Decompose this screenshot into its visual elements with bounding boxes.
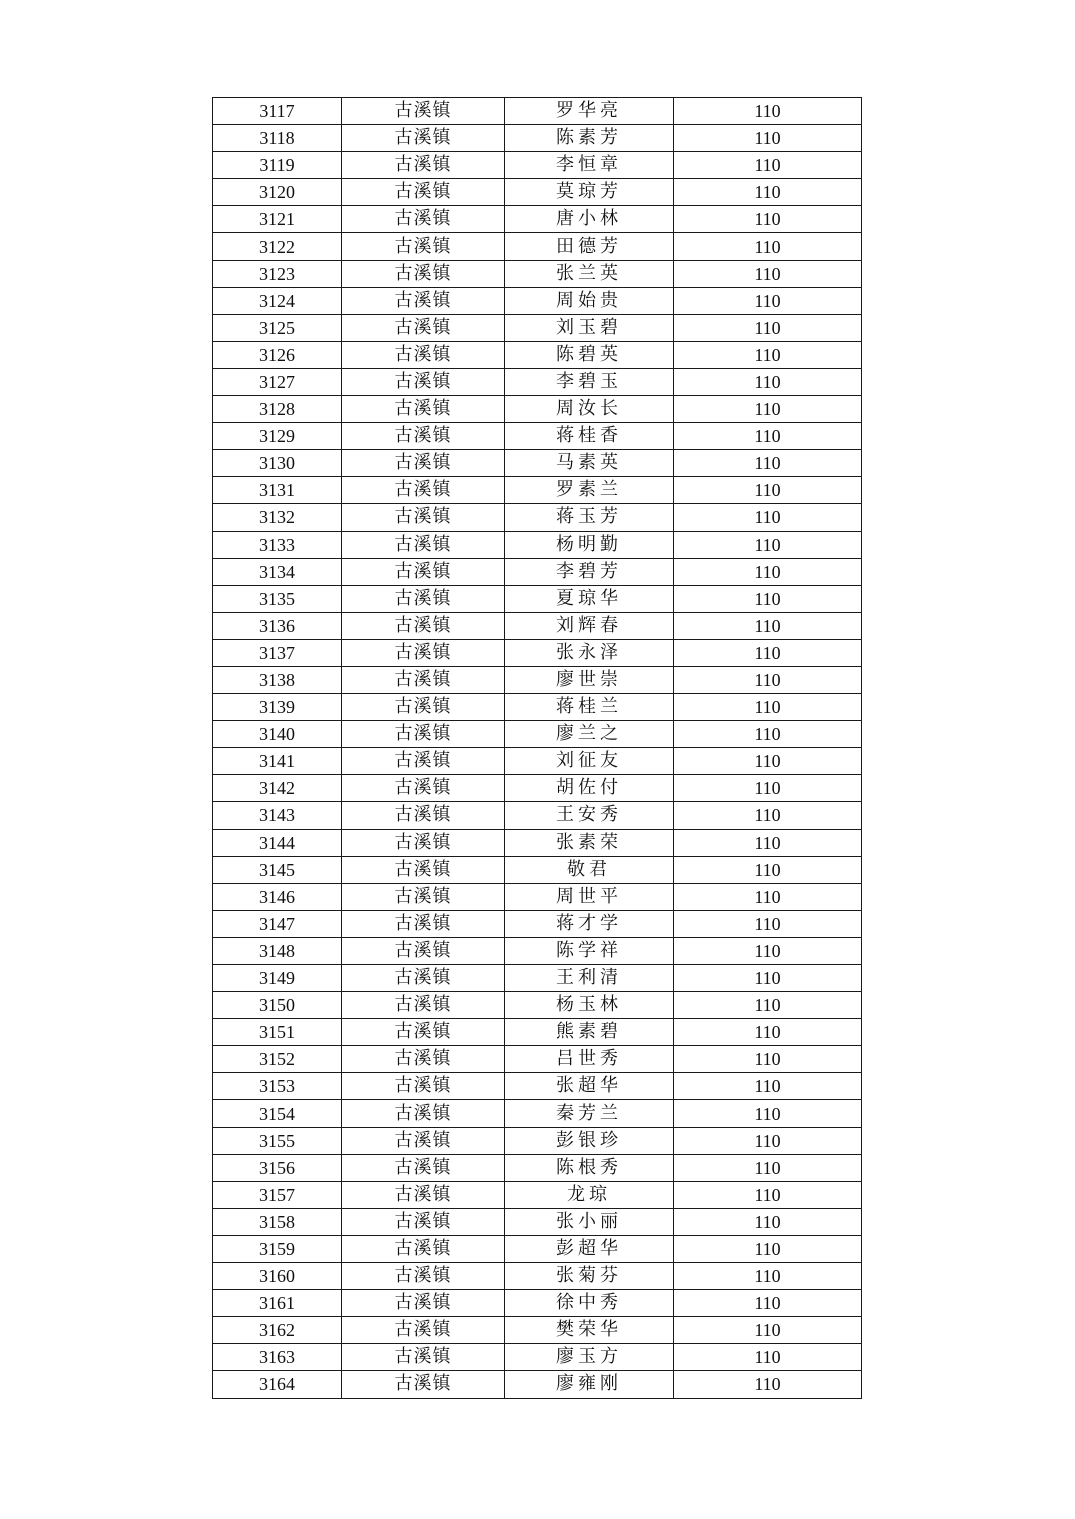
town-cell: 古溪镇 bbox=[342, 1100, 505, 1127]
person-name-cell: 田德芳 bbox=[505, 233, 674, 260]
town-cell: 古溪镇 bbox=[342, 179, 505, 206]
town-cell: 古溪镇 bbox=[342, 802, 505, 829]
amount-cell: 110 bbox=[674, 1263, 862, 1290]
person-name-cell: 廖世崇 bbox=[505, 666, 674, 693]
table-row bbox=[213, 179, 862, 206]
town-cell: 古溪镇 bbox=[342, 233, 505, 260]
table-row bbox=[213, 1073, 862, 1100]
town-cell: 古溪镇 bbox=[342, 314, 505, 341]
town-cell: 古溪镇 bbox=[342, 694, 505, 721]
table-row bbox=[213, 450, 862, 477]
amount-cell: 110 bbox=[674, 260, 862, 287]
person-name-cell: 马素英 bbox=[505, 450, 674, 477]
table-row bbox=[213, 125, 862, 152]
amount-cell: 110 bbox=[674, 585, 862, 612]
row-number-cell: 3129 bbox=[213, 423, 342, 450]
amount-cell: 110 bbox=[674, 1317, 862, 1344]
amount-cell: 110 bbox=[674, 1073, 862, 1100]
row-number-cell: 3159 bbox=[213, 1235, 342, 1262]
table-row bbox=[213, 883, 862, 910]
row-number-cell: 3148 bbox=[213, 937, 342, 964]
row-number-cell: 3155 bbox=[213, 1127, 342, 1154]
row-number-cell: 3120 bbox=[213, 179, 342, 206]
table-row bbox=[213, 260, 862, 287]
town-cell: 古溪镇 bbox=[342, 937, 505, 964]
town-cell: 古溪镇 bbox=[342, 558, 505, 585]
person-name-cell: 刘征友 bbox=[505, 748, 674, 775]
town-cell: 古溪镇 bbox=[342, 910, 505, 937]
table-row bbox=[213, 856, 862, 883]
table-row bbox=[213, 396, 862, 423]
person-name-cell: 蒋桂香 bbox=[505, 423, 674, 450]
row-number-cell: 3149 bbox=[213, 965, 342, 992]
table-row bbox=[213, 314, 862, 341]
amount-cell: 110 bbox=[674, 98, 862, 125]
amount-cell: 110 bbox=[674, 1127, 862, 1154]
town-cell: 古溪镇 bbox=[342, 1208, 505, 1235]
row-number-cell: 3125 bbox=[213, 314, 342, 341]
row-number-cell: 3122 bbox=[213, 233, 342, 260]
amount-cell: 110 bbox=[674, 1019, 862, 1046]
amount-cell: 110 bbox=[674, 477, 862, 504]
row-number-cell: 3119 bbox=[213, 152, 342, 179]
amount-cell: 110 bbox=[674, 558, 862, 585]
row-number-cell: 3135 bbox=[213, 585, 342, 612]
row-number-cell: 3143 bbox=[213, 802, 342, 829]
town-cell: 古溪镇 bbox=[342, 423, 505, 450]
person-name-cell: 徐中秀 bbox=[505, 1290, 674, 1317]
person-name-cell: 刘玉碧 bbox=[505, 314, 674, 341]
row-number-cell: 3158 bbox=[213, 1208, 342, 1235]
row-number-cell: 3147 bbox=[213, 910, 342, 937]
amount-cell: 110 bbox=[674, 314, 862, 341]
table-row bbox=[213, 1344, 862, 1371]
row-number-cell: 3131 bbox=[213, 477, 342, 504]
table-row bbox=[213, 1208, 862, 1235]
table-row bbox=[213, 341, 862, 368]
town-cell: 古溪镇 bbox=[342, 666, 505, 693]
table-row bbox=[213, 1371, 862, 1398]
town-cell: 古溪镇 bbox=[342, 856, 505, 883]
row-number-cell: 3124 bbox=[213, 287, 342, 314]
town-cell: 古溪镇 bbox=[342, 1371, 505, 1398]
person-name-cell: 张超华 bbox=[505, 1073, 674, 1100]
row-number-cell: 3145 bbox=[213, 856, 342, 883]
town-cell: 古溪镇 bbox=[342, 639, 505, 666]
town-cell: 古溪镇 bbox=[342, 287, 505, 314]
table-row bbox=[213, 585, 862, 612]
row-number-cell: 3162 bbox=[213, 1317, 342, 1344]
row-number-cell: 3140 bbox=[213, 721, 342, 748]
table-row bbox=[213, 558, 862, 585]
amount-cell: 110 bbox=[674, 396, 862, 423]
person-name-cell: 杨明勤 bbox=[505, 531, 674, 558]
town-cell: 古溪镇 bbox=[342, 341, 505, 368]
amount-cell: 110 bbox=[674, 937, 862, 964]
table-row bbox=[213, 1100, 862, 1127]
row-number-cell: 3154 bbox=[213, 1100, 342, 1127]
person-name-cell: 李碧玉 bbox=[505, 368, 674, 395]
row-number-cell: 3123 bbox=[213, 260, 342, 287]
amount-cell: 110 bbox=[674, 152, 862, 179]
row-number-cell: 3141 bbox=[213, 748, 342, 775]
amount-cell: 110 bbox=[674, 1290, 862, 1317]
roster-table bbox=[212, 97, 862, 1399]
amount-cell: 110 bbox=[674, 1344, 862, 1371]
amount-cell: 110 bbox=[674, 531, 862, 558]
person-name-cell: 吕世秀 bbox=[505, 1046, 674, 1073]
person-name-cell: 李碧芳 bbox=[505, 558, 674, 585]
person-name-cell: 胡佐付 bbox=[505, 775, 674, 802]
person-name-cell: 张素荣 bbox=[505, 829, 674, 856]
table-row bbox=[213, 802, 862, 829]
town-cell: 古溪镇 bbox=[342, 531, 505, 558]
amount-cell: 110 bbox=[674, 1371, 862, 1398]
row-number-cell: 3130 bbox=[213, 450, 342, 477]
table-row bbox=[213, 1046, 862, 1073]
amount-cell: 110 bbox=[674, 910, 862, 937]
person-name-cell: 陈学祥 bbox=[505, 937, 674, 964]
table-row bbox=[213, 1127, 862, 1154]
roster-table-body bbox=[213, 98, 862, 1399]
table-row bbox=[213, 992, 862, 1019]
person-name-cell: 陈根秀 bbox=[505, 1154, 674, 1181]
row-number-cell: 3126 bbox=[213, 341, 342, 368]
town-cell: 古溪镇 bbox=[342, 612, 505, 639]
amount-cell: 110 bbox=[674, 1100, 862, 1127]
person-name-cell: 罗素兰 bbox=[505, 477, 674, 504]
person-name-cell: 龙琼 bbox=[505, 1181, 674, 1208]
row-number-cell: 3121 bbox=[213, 206, 342, 233]
table-row bbox=[213, 1181, 862, 1208]
amount-cell: 110 bbox=[674, 856, 862, 883]
person-name-cell: 蒋桂兰 bbox=[505, 694, 674, 721]
amount-cell: 110 bbox=[674, 748, 862, 775]
amount-cell: 110 bbox=[674, 341, 862, 368]
town-cell: 古溪镇 bbox=[342, 368, 505, 395]
row-number-cell: 3127 bbox=[213, 368, 342, 395]
person-name-cell: 廖雍刚 bbox=[505, 1371, 674, 1398]
table-row bbox=[213, 1154, 862, 1181]
town-cell: 古溪镇 bbox=[342, 1181, 505, 1208]
amount-cell: 110 bbox=[674, 233, 862, 260]
person-name-cell: 彭超华 bbox=[505, 1235, 674, 1262]
person-name-cell: 蒋才学 bbox=[505, 910, 674, 937]
person-name-cell: 唐小林 bbox=[505, 206, 674, 233]
person-name-cell: 周汝长 bbox=[505, 396, 674, 423]
person-name-cell: 敬君 bbox=[505, 856, 674, 883]
person-name-cell: 廖玉方 bbox=[505, 1344, 674, 1371]
town-cell: 古溪镇 bbox=[342, 1344, 505, 1371]
town-cell: 古溪镇 bbox=[342, 1235, 505, 1262]
row-number-cell: 3152 bbox=[213, 1046, 342, 1073]
town-cell: 古溪镇 bbox=[342, 1127, 505, 1154]
town-cell: 古溪镇 bbox=[342, 450, 505, 477]
table-row bbox=[213, 829, 862, 856]
table-row bbox=[213, 639, 862, 666]
town-cell: 古溪镇 bbox=[342, 721, 505, 748]
town-cell: 古溪镇 bbox=[342, 1290, 505, 1317]
row-number-cell: 3156 bbox=[213, 1154, 342, 1181]
table-row bbox=[213, 98, 862, 125]
row-number-cell: 3133 bbox=[213, 531, 342, 558]
amount-cell: 110 bbox=[674, 721, 862, 748]
row-number-cell: 3150 bbox=[213, 992, 342, 1019]
table-row bbox=[213, 775, 862, 802]
amount-cell: 110 bbox=[674, 829, 862, 856]
person-name-cell: 熊素碧 bbox=[505, 1019, 674, 1046]
amount-cell: 110 bbox=[674, 368, 862, 395]
town-cell: 古溪镇 bbox=[342, 98, 505, 125]
town-cell: 古溪镇 bbox=[342, 965, 505, 992]
amount-cell: 110 bbox=[674, 639, 862, 666]
row-number-cell: 3132 bbox=[213, 504, 342, 531]
amount-cell: 110 bbox=[674, 802, 862, 829]
row-number-cell: 3163 bbox=[213, 1344, 342, 1371]
town-cell: 古溪镇 bbox=[342, 585, 505, 612]
town-cell: 古溪镇 bbox=[342, 477, 505, 504]
row-number-cell: 3128 bbox=[213, 396, 342, 423]
amount-cell: 110 bbox=[674, 287, 862, 314]
town-cell: 古溪镇 bbox=[342, 1263, 505, 1290]
town-cell: 古溪镇 bbox=[342, 775, 505, 802]
table-row bbox=[213, 504, 862, 531]
person-name-cell: 蒋玉芳 bbox=[505, 504, 674, 531]
table-row bbox=[213, 287, 862, 314]
person-name-cell: 莫琼芳 bbox=[505, 179, 674, 206]
table-row bbox=[213, 612, 862, 639]
amount-cell: 110 bbox=[674, 1235, 862, 1262]
town-cell: 古溪镇 bbox=[342, 1073, 505, 1100]
person-name-cell: 李恒章 bbox=[505, 152, 674, 179]
amount-cell: 110 bbox=[674, 450, 862, 477]
amount-cell: 110 bbox=[674, 775, 862, 802]
town-cell: 古溪镇 bbox=[342, 1154, 505, 1181]
town-cell: 古溪镇 bbox=[342, 883, 505, 910]
person-name-cell: 周世平 bbox=[505, 883, 674, 910]
amount-cell: 110 bbox=[674, 1046, 862, 1073]
row-number-cell: 3144 bbox=[213, 829, 342, 856]
row-number-cell: 3142 bbox=[213, 775, 342, 802]
town-cell: 古溪镇 bbox=[342, 829, 505, 856]
person-name-cell: 陈碧英 bbox=[505, 341, 674, 368]
table-row bbox=[213, 477, 862, 504]
person-name-cell: 樊荣华 bbox=[505, 1317, 674, 1344]
table-row bbox=[213, 423, 862, 450]
town-cell: 古溪镇 bbox=[342, 992, 505, 1019]
table-row bbox=[213, 748, 862, 775]
amount-cell: 110 bbox=[674, 965, 862, 992]
amount-cell: 110 bbox=[674, 423, 862, 450]
person-name-cell: 彭银珍 bbox=[505, 1127, 674, 1154]
person-name-cell: 廖兰之 bbox=[505, 721, 674, 748]
row-number-cell: 3139 bbox=[213, 694, 342, 721]
person-name-cell: 张永泽 bbox=[505, 639, 674, 666]
person-name-cell: 刘辉春 bbox=[505, 612, 674, 639]
person-name-cell: 张兰英 bbox=[505, 260, 674, 287]
table-row bbox=[213, 965, 862, 992]
row-number-cell: 3136 bbox=[213, 612, 342, 639]
table-row bbox=[213, 937, 862, 964]
town-cell: 古溪镇 bbox=[342, 396, 505, 423]
table-row bbox=[213, 1019, 862, 1046]
amount-cell: 110 bbox=[674, 694, 862, 721]
person-name-cell: 陈素芳 bbox=[505, 125, 674, 152]
table-row bbox=[213, 1317, 862, 1344]
row-number-cell: 3117 bbox=[213, 98, 342, 125]
amount-cell: 110 bbox=[674, 612, 862, 639]
table-row bbox=[213, 694, 862, 721]
amount-cell: 110 bbox=[674, 1181, 862, 1208]
table-row bbox=[213, 152, 862, 179]
table-row bbox=[213, 1263, 862, 1290]
town-cell: 古溪镇 bbox=[342, 504, 505, 531]
row-number-cell: 3164 bbox=[213, 1371, 342, 1398]
person-name-cell: 王安秀 bbox=[505, 802, 674, 829]
table-row bbox=[213, 666, 862, 693]
table-row bbox=[213, 531, 862, 558]
amount-cell: 110 bbox=[674, 883, 862, 910]
row-number-cell: 3157 bbox=[213, 1181, 342, 1208]
table-row bbox=[213, 1290, 862, 1317]
amount-cell: 110 bbox=[674, 1208, 862, 1235]
amount-cell: 110 bbox=[674, 992, 862, 1019]
person-name-cell: 罗华亮 bbox=[505, 98, 674, 125]
town-cell: 古溪镇 bbox=[342, 748, 505, 775]
town-cell: 古溪镇 bbox=[342, 152, 505, 179]
town-cell: 古溪镇 bbox=[342, 206, 505, 233]
town-cell: 古溪镇 bbox=[342, 125, 505, 152]
amount-cell: 110 bbox=[674, 1154, 862, 1181]
town-cell: 古溪镇 bbox=[342, 1046, 505, 1073]
row-number-cell: 3134 bbox=[213, 558, 342, 585]
town-cell: 古溪镇 bbox=[342, 260, 505, 287]
row-number-cell: 3151 bbox=[213, 1019, 342, 1046]
amount-cell: 110 bbox=[674, 504, 862, 531]
person-name-cell: 杨玉林 bbox=[505, 992, 674, 1019]
row-number-cell: 3138 bbox=[213, 666, 342, 693]
row-number-cell: 3160 bbox=[213, 1263, 342, 1290]
person-name-cell: 张菊芬 bbox=[505, 1263, 674, 1290]
person-name-cell: 周始贵 bbox=[505, 287, 674, 314]
town-cell: 古溪镇 bbox=[342, 1317, 505, 1344]
table-row bbox=[213, 368, 862, 395]
amount-cell: 110 bbox=[674, 666, 862, 693]
row-number-cell: 3146 bbox=[213, 883, 342, 910]
table-row bbox=[213, 233, 862, 260]
table-row bbox=[213, 910, 862, 937]
table-row bbox=[213, 206, 862, 233]
person-name-cell: 王利清 bbox=[505, 965, 674, 992]
row-number-cell: 3161 bbox=[213, 1290, 342, 1317]
amount-cell: 110 bbox=[674, 179, 862, 206]
person-name-cell: 夏琼华 bbox=[505, 585, 674, 612]
table-row bbox=[213, 721, 862, 748]
amount-cell: 110 bbox=[674, 206, 862, 233]
row-number-cell: 3118 bbox=[213, 125, 342, 152]
row-number-cell: 3137 bbox=[213, 639, 342, 666]
person-name-cell: 张小丽 bbox=[505, 1208, 674, 1235]
amount-cell: 110 bbox=[674, 125, 862, 152]
row-number-cell: 3153 bbox=[213, 1073, 342, 1100]
table-row bbox=[213, 1235, 862, 1262]
town-cell: 古溪镇 bbox=[342, 1019, 505, 1046]
person-name-cell: 秦芳兰 bbox=[505, 1100, 674, 1127]
